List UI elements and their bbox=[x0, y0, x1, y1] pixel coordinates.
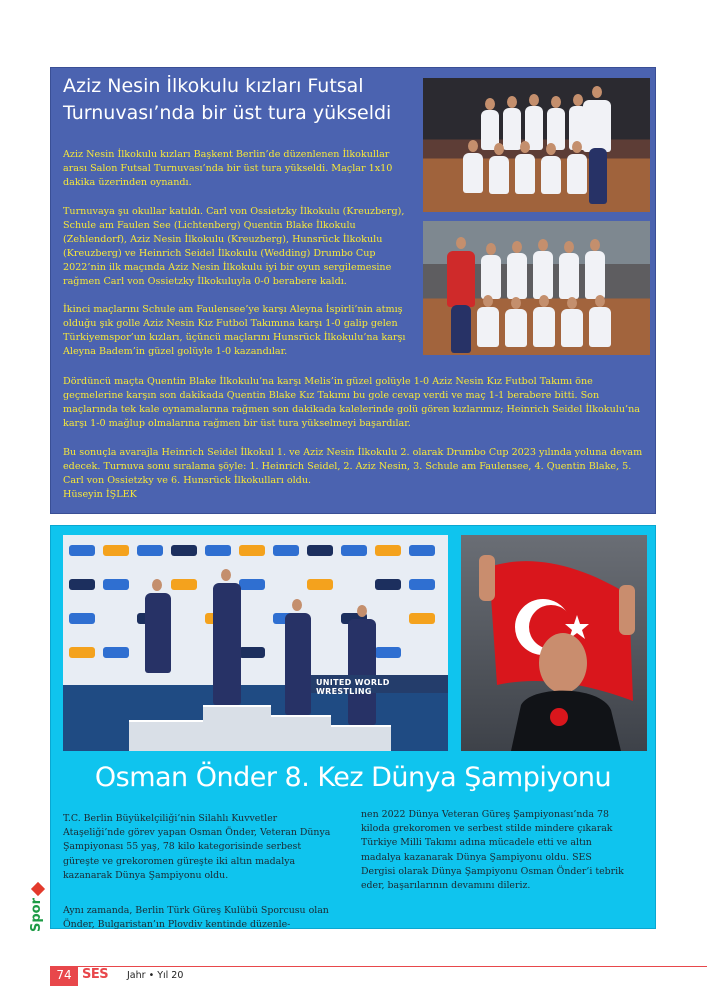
section-label: Spor bbox=[29, 898, 44, 933]
wrestling-podium-photo bbox=[63, 535, 448, 751]
futsal-paragraph-3: İkinci maçlarını Schule am Faulensee’ye karşı Aleyna İspirli’nin atmış olduğu şık golle Aziz Nesin Kız Futbol Takımına karşı 1-0 galip gelen Türkiyemspor’un kızları, üçüncü maçlarını Hunsrück İlkokulu’na karşı Aleyna Badem’in güzel golüyle 1-0 kazandılar. bbox=[63, 304, 406, 357]
issue-label: Jahr • Yıl 20 bbox=[127, 970, 184, 981]
uww-banner-text: UNITED WORLD WRESTLING bbox=[316, 678, 390, 696]
wrestling-paragraph-2: Aynı zamanda, Berlin Türk Güreş Kulübü Sporcusu olan Önder, Bulgaristan’ın Plovdiv kentinde düzenle- bbox=[63, 905, 329, 931]
futsal-paragraph-1: Aziz Nesin İlkokulu kızları Başkent Berlin’de düzenlenen İlkokullar arası Salon Futsal Turnuvası’nda bir üst tura yükseldi. Maçlar 1x10 dakika üzerinden oynandı. bbox=[63, 149, 393, 188]
futsal-paragraph-2: Turnuvaya şu okullar katıldı. Carl von Ossietzky İlkokulu (Kreuzberg), Schule am Faulen See (Lichtenberg) Quentin Blake İlkokulu (Zehlendorf), Aziz Nesin İlkokulu (Kreuzberg), Hunsrück İlkokulu (Kreuzberg) ve Heinrich Seidel İlkokulu (Wedding) Drumbo Cup 2022’nin ilk maçında Aziz Nesin İlkokulu iyi bir oyun sergilemesine rağmen Carl von Ossietzky İlkokuluyla 0-0 berabere kaldı. bbox=[63, 206, 405, 287]
wrestling-paragraph-3: nen 2022 Dünya Veteran Güreş Şampiyonası’nda 78 kiloda grekoromen ve serbest stilde mindere çıkarak Türkiye Milli Takımı adına mücadele etti ve altın madalya kazanarak Dünya Şampiyonu oldu. SES Dergisi olarak Dünya Şampiyonu Osman Önder’i tebrik eder, başarılarının devamını dileriz. bbox=[361, 809, 624, 892]
wrestling-article-title: Osman Önder 8. Kez Dünya Şampiyonu bbox=[94, 762, 612, 793]
page-number: 74 bbox=[56, 968, 72, 982]
girls-futsal-team-photo-2 bbox=[423, 221, 650, 355]
ses-logo: SES bbox=[82, 967, 109, 982]
futsal-paragraph-4: Dördüncü maçta Quentin Blake İlkokulu’na karşı Melis’in güzel golüyle 1-0 Aziz Nesin Kız Futbol Takımı öne geçmelerine karşın son dakikada Quentin Blake Kız Takımı bu gole cevap verdi ve maç 1-1 berabere bitti. Son maçlarında tek kale oynamalarına rağmen son dakikada kalelerinde golü gören kızlarımız; Heinrich Seidel İlkokulu’na karşı 1-0 mağlup olmalarına rağmen bir üst tura yükselmeyi başardılar. bbox=[63, 376, 640, 429]
futsal-article-title: Aziz Nesin İlkokulu kızları Futsal Turnuvası’nda bir üst tura yükseldi bbox=[63, 75, 392, 124]
futsal-paragraph-5: Bu sonuçla avarajla Heinrich Seidel İlkokul 1. ve Aziz Nesin İlkokulu 2. olarak Drumbo Cup 2023 yılında yoluna devam edecek. Turnuva sonu sıralama şöyle: 1. Heinrich Seidel, 2. Aziz Nesin, 3. Schule am Faulensee, 4. Quentin Blake, 5. Carl von Ossietzky ve 6. Hunsrück İlkokulları oldu. Hüseyin İŞLEK bbox=[63, 447, 643, 500]
wrestling-paragraph-1: T.C. Berlin Büyükelçiliği’nin Silahlı Kuvvetler Ataşeliği’nde görev yapan Osman Önder, Veteran Dünya Şampiyonası 55 yaş, 78 kilo kategorisinde serbest güreşte ve grekoromen güreşte iki altın madalya kazanarak Dünya Şampiyonu oldu. bbox=[63, 813, 331, 881]
section-marker-icon bbox=[31, 882, 45, 896]
footer-rule bbox=[50, 966, 707, 967]
wrestler-with-turkish-flag-photo bbox=[461, 535, 647, 751]
girls-futsal-team-photo-1 bbox=[423, 78, 650, 212]
